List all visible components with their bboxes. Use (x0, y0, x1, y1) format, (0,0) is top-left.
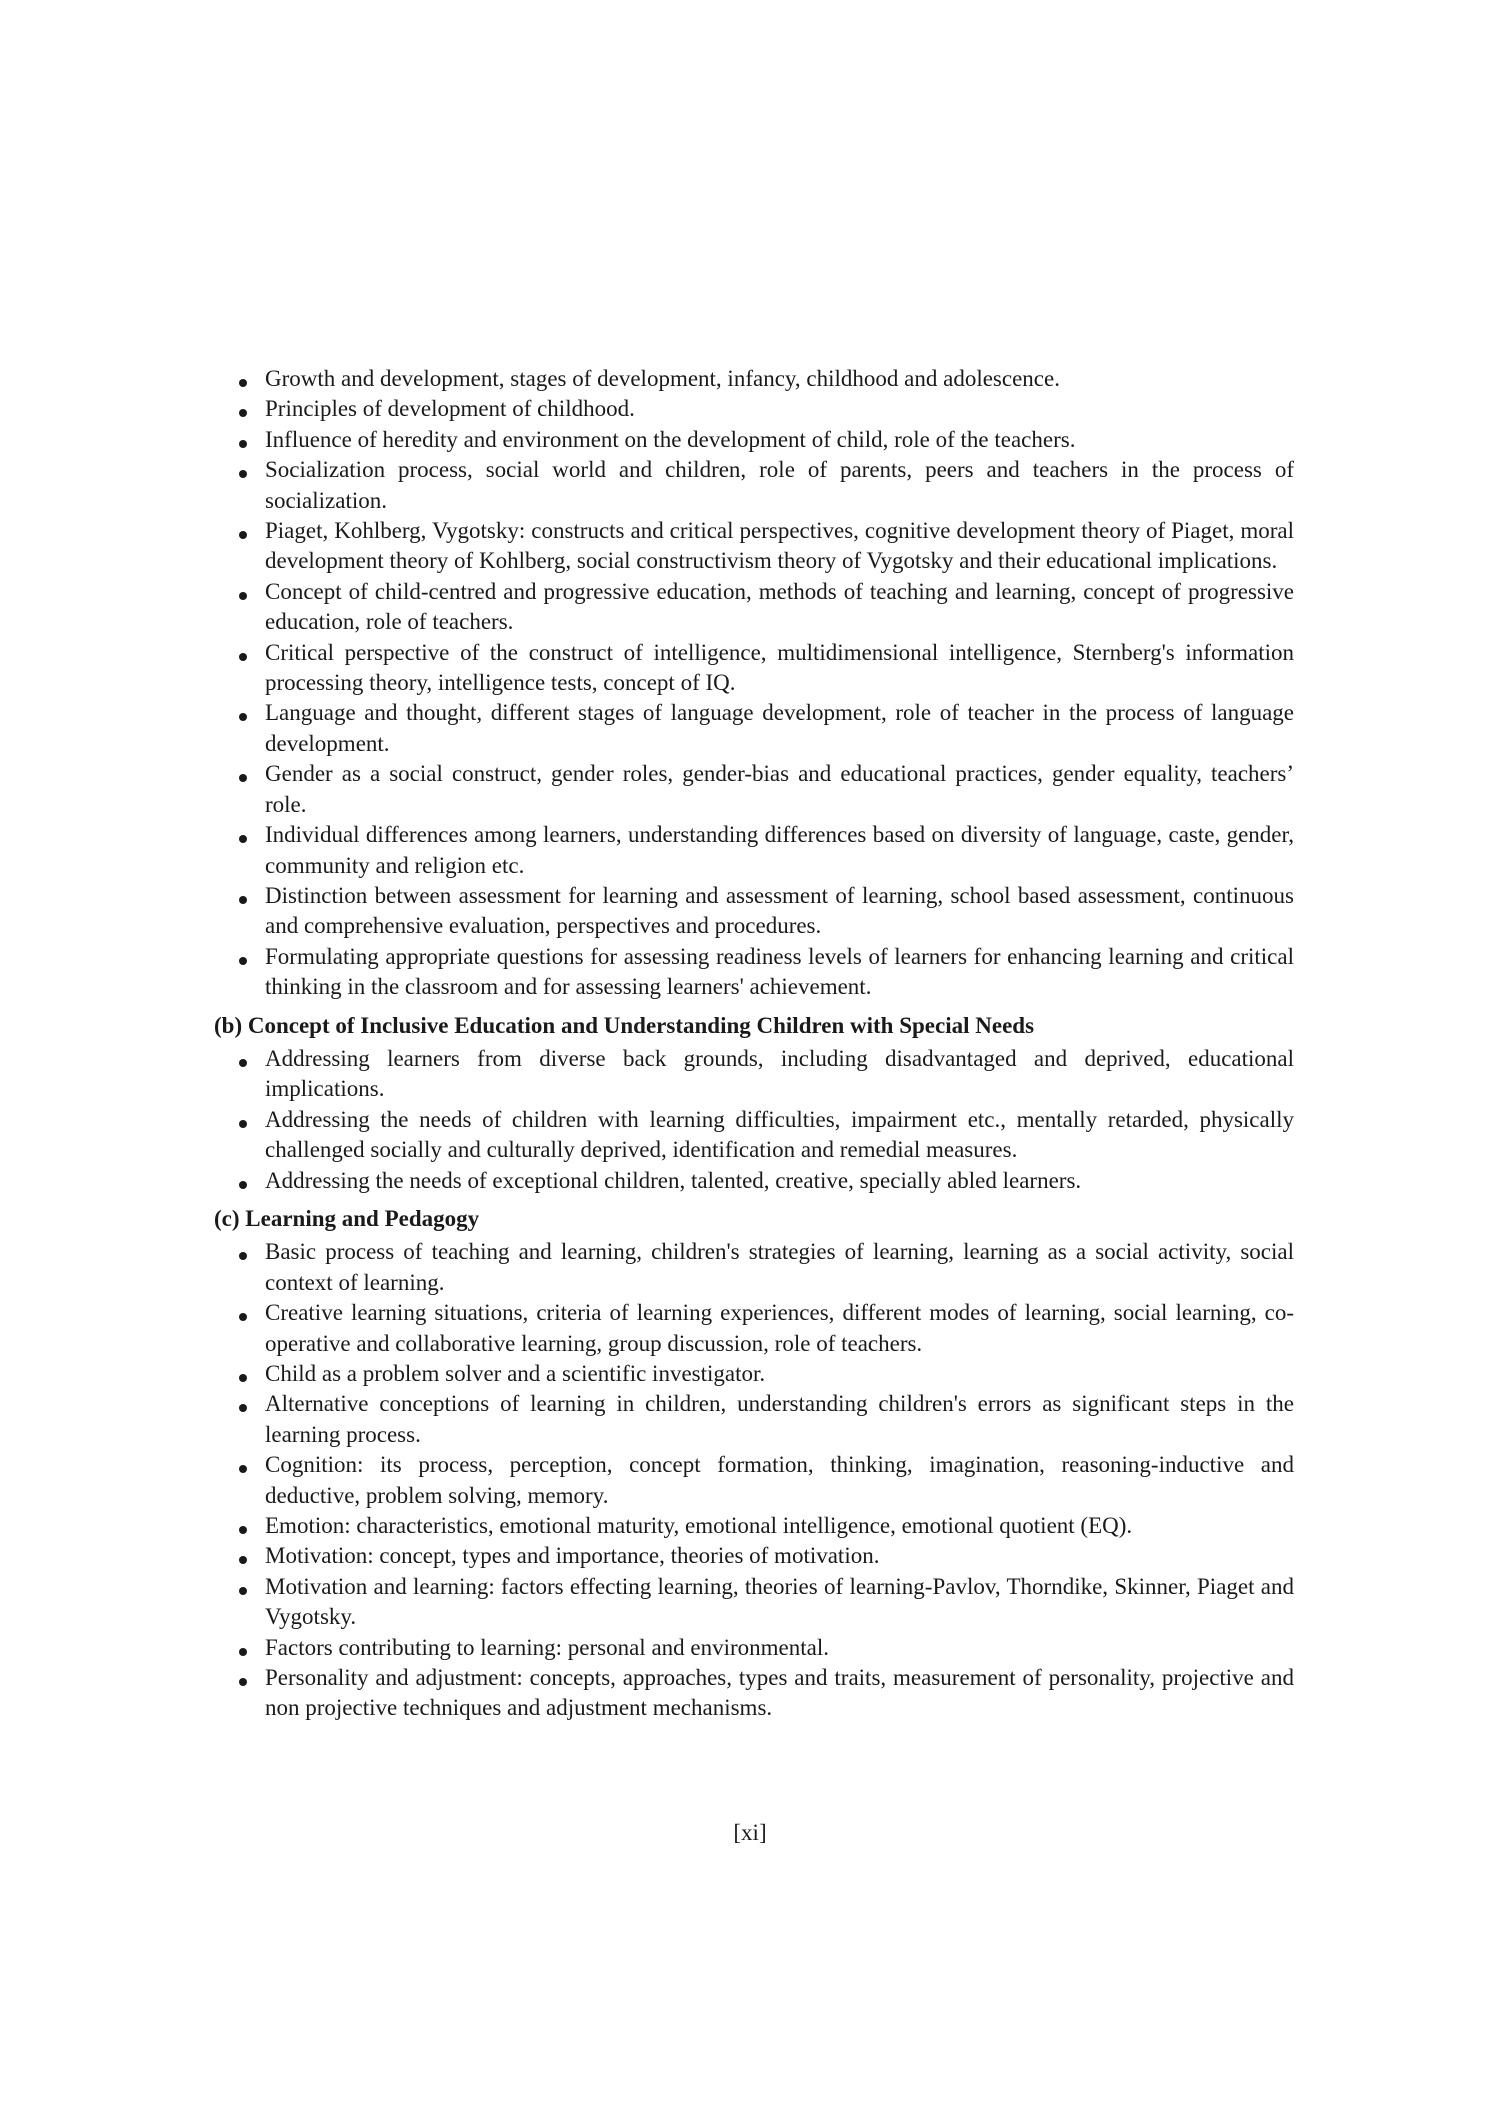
list-item: Basic process of teaching and learning, children's strategies of learning, learning as a social activity, social context of learning. (265, 1237, 1294, 1298)
page-number: [xi] (733, 1820, 767, 1845)
list-item: Critical perspective of the construct of intelligence, multidimensional intelligence, Sternberg's information processing theory, intelligence tests, concept of IQ. (265, 638, 1294, 699)
list-item: Addressing the needs of children with learning difficulties, impairment etc., mentally retarded, physically challenged socially and culturally deprived, identification and remedial measures. (265, 1105, 1294, 1166)
list-item: Addressing the needs of exceptional children, talented, creative, specially abled learners. (265, 1166, 1294, 1196)
intro-bullet-list (214, 364, 1294, 1003)
list-item: Gender as a social construct, gender roles, gender-bias and educational practices, gender equality, teachers’ role. (265, 759, 1294, 820)
list-item: Formulating appropriate questions for assessing readiness levels of learners for enhancing learning and critical thinking in the classroom and for assessing learners' achievement. (265, 942, 1294, 1003)
list-item: Factors contributing to learning: personal and environmental. (265, 1633, 1294, 1663)
list-item: Personality and adjustment: concepts, approaches, types and traits, measurement of personality, projective and non projective techniques and adjustment mechanisms. (265, 1663, 1294, 1724)
list-item: Concept of child-centred and progressive education, methods of teaching and learning, concept of progressive education, role of teachers. (265, 577, 1294, 638)
list-item: Motivation: concept, types and importance, theories of motivation. (265, 1541, 1294, 1571)
list-item: Individual differences among learners, understanding differences based on diversity of language, caste, gender, community and religion etc. (265, 820, 1294, 881)
list-item: Addressing learners from diverse back grounds, including disadvantaged and deprived, educational implications. (265, 1044, 1294, 1105)
list-item: Growth and development, stages of development, infancy, childhood and adolescence. (265, 364, 1294, 394)
list-item: Socialization process, social world and children, role of parents, peers and teachers in the process of socialization. (265, 455, 1294, 516)
list-item: Child as a problem solver and a scientific investigator. (265, 1359, 1294, 1389)
list-item: Motivation and learning: factors effecting learning, theories of learning-Pavlov, Thorndike, Skinner, Piaget and Vygotsky. (265, 1572, 1294, 1633)
list-item: Alternative conceptions of learning in children, understanding children's errors as significant steps in the learning process. (265, 1389, 1294, 1450)
list-item: Principles of development of childhood. (265, 394, 1294, 424)
section-c-heading: (c) Learning and Pedagogy (214, 1205, 480, 1231)
section-c-bullet-list (214, 1237, 1294, 1724)
list-item: Creative learning situations, criteria of learning experiences, different modes of learning, social learning, co-operative and collaborative learning, group discussion, role of teachers. (265, 1298, 1294, 1359)
list-item: Cognition: its process, perception, concept formation, thinking, imagination, reasoning-inductive and deductive, problem solving, memory. (265, 1450, 1294, 1511)
list-item: Distinction between assessment for learning and assessment of learning, school based assessment, continuous and comprehensive evaluation, perspectives and procedures. (265, 881, 1294, 942)
list-item: Influence of heredity and environment on the development of child, role of the teachers. (265, 425, 1294, 455)
list-item: Emotion: characteristics, emotional maturity, emotional intelligence, emotional quotient (EQ). (265, 1511, 1294, 1541)
list-item: Piaget, Kohlberg, Vygotsky: constructs and critical perspectives, cognitive development theory of Piaget, moral development theory of Kohlberg, social constructivism theory of Vygotsky and their educational implications. (265, 516, 1294, 577)
list-item: Language and thought, different stages of language development, role of teacher in the process of language development. (265, 698, 1294, 759)
section-b-bullet-list (214, 1044, 1294, 1196)
page-content (214, 364, 1294, 1724)
section-b-heading: (b) Concept of Inclusive Education and Understanding Children with Special Needs (214, 1012, 1035, 1038)
